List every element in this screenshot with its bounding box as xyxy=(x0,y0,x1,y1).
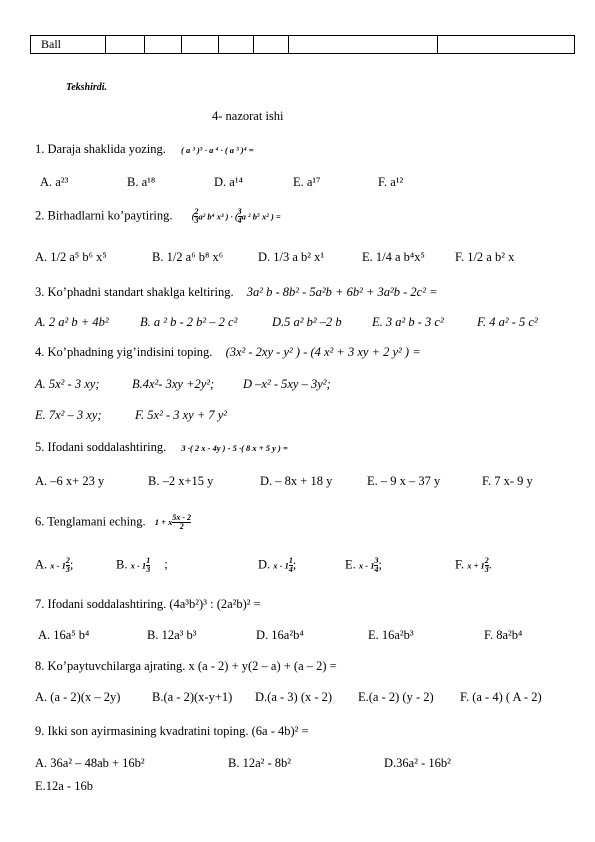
option-f: F. 5x² - 3 xy + 7 y² xyxy=(135,408,228,422)
question-text: 5. Ifodani soddalashtiring. xyxy=(35,440,167,454)
option-f: F. (a - 4) ( A - 2) xyxy=(460,690,542,704)
fraction: $\frac{2}{3}$ xyxy=(194,207,199,225)
question-expression: 3a² b - 8b² - 5a²b + 6b² + 3a²b - 2c² = xyxy=(246,285,438,299)
grade-cell xyxy=(145,36,182,54)
grade-cell xyxy=(219,36,254,54)
question-2: 2. Birhadlarni ko’paytiring. ( $\frac{2}{3}$ a² b⁴ x³ ) · ( $\frac{3}{4}$ a ² b⁵ x² ) = xyxy=(35,207,281,225)
option-d: D.(a - 3) (x - 2) xyxy=(255,690,333,704)
option-f: F. 1/2 a b² x xyxy=(455,250,515,264)
option-d: D. 16a²b⁴ xyxy=(256,628,304,642)
option-d: D. – 8x + 18 y xyxy=(260,474,333,488)
option-d: D.36a² - 16b² xyxy=(384,756,451,770)
grade-cell xyxy=(106,36,145,54)
option-a: A. 2 a² b + 4b² xyxy=(35,315,109,329)
option-b: B.(a - 2)(x-y+1) xyxy=(152,690,233,704)
question-expression-tail: a ² b⁵ x² ) = xyxy=(241,211,281,222)
fraction: $\frac{5x - 2}{2}$ xyxy=(172,513,192,531)
option-e: E. a¹⁷ xyxy=(293,175,321,189)
option-f: F. 7 x- 9 y xyxy=(482,474,533,488)
option-f: F. 8a²b⁴ xyxy=(484,628,523,642)
page-title: 4- nazorat ishi xyxy=(212,109,284,123)
question-text: 4. Ko’phadning yig’indisini toping. xyxy=(35,345,213,359)
option-e: E. – 9 x – 37 y xyxy=(367,474,441,488)
option-d: D. 1/3 a b² x¹ xyxy=(258,250,325,264)
option-e: E. 1/4 a b⁴x⁵ xyxy=(362,250,425,264)
option-b: B. a ² b - 2 b² – 2 c² xyxy=(140,315,238,329)
ball-label: Ball xyxy=(31,36,106,54)
option-e: E.12a - 16b xyxy=(35,779,93,793)
question-8: 8. Ko’paytuvchilarga ajrating. x (a - 2) + y(2 – a) + (a – 2) = xyxy=(35,659,337,673)
grade-cell xyxy=(438,36,575,54)
option-e: E.(a - 2) (y - 2) xyxy=(358,690,434,704)
grade-table xyxy=(30,35,575,54)
question-text: 3. Ko’phadni standart shaklga keltiring. xyxy=(35,285,234,299)
option-b: B. –2 x+15 y xyxy=(148,474,214,488)
question-expression: 3 ·( 2 x - 4y ) - 5 ·( 8 x + 5 y ) = xyxy=(181,443,288,453)
question-expression: (3x² - 2xy - y² ) - (4 x² + 3 xy + 2 y² ) = xyxy=(225,345,421,359)
option-f: F. 4 a² - 5 c² xyxy=(477,315,538,329)
option-d: D. a¹⁴ xyxy=(214,175,243,189)
tekshirdi-label: Tekshirdi. xyxy=(66,82,108,93)
option-e: E. 3 a² b - 3 c² xyxy=(372,315,444,329)
option-b: B. a¹⁸ xyxy=(127,175,156,189)
option-a: A. 16a⁵ b⁴ xyxy=(38,628,90,642)
option-b: B.4x²- 3xy +2y²; xyxy=(132,377,215,391)
question-text: 6. Tenglamani eching. xyxy=(35,514,146,529)
option-d: D –x² - 5xy – 3y²; xyxy=(243,377,331,391)
question-6 xyxy=(35,514,191,531)
option-d: D. x - 1 $\frac{1}{4}$ ; xyxy=(258,556,297,574)
option-b: B. 12a² - 8b² xyxy=(228,756,292,770)
question-text: 2. Birhadlarni ko’paytiring. xyxy=(35,208,173,223)
question-expression: a² b⁴ x³ ) · ( xyxy=(198,211,238,222)
option-a: A. 36a² – 48ab + 16b² xyxy=(35,756,145,770)
grade-cell xyxy=(254,36,289,54)
option-b: B. x - 1 $\frac{1}{3}$ ; xyxy=(116,556,168,574)
question-5 xyxy=(35,440,288,455)
option-e: E. 16a²b³ xyxy=(368,628,414,642)
option-f: F. x + 1 $\frac{2}{3}$ . xyxy=(455,556,492,574)
option-a: A. x - 1 $\frac{2}{3}$ ; xyxy=(35,556,74,574)
option-e: E. x - 1 $\frac{3}{4}$ ; xyxy=(345,556,382,574)
option-a: A. 1/2 a⁵ b⁶ x⁵ xyxy=(35,250,107,264)
option-a: A. (a - 2)(x – 2y) xyxy=(35,690,121,704)
option-f: F. a¹² xyxy=(378,175,404,189)
question-4 xyxy=(35,345,421,360)
question-1 xyxy=(35,142,254,157)
question-text: 1. Daraja shaklida yozing. xyxy=(35,142,166,156)
option-a: A. 5x² - 3 xy; xyxy=(35,377,100,391)
option-e: E. 7x² – 3 xy; xyxy=(35,408,102,422)
question-expression: 1 + x xyxy=(154,517,173,528)
fraction: $\frac{3}{4}$ xyxy=(237,207,242,225)
option-d: D.5 a² b² –2 b xyxy=(272,315,342,329)
option-b: B. 1/2 a⁶ b⁸ x⁶ xyxy=(152,250,224,264)
question-expression: ( a ³ )⁵ · a ⁴ · ( a ³ )⁴ = xyxy=(180,145,254,155)
question-3 xyxy=(35,285,438,300)
question-7: 7. Ifodani soddalashtiring. (4a³b²)³ : (2a²b)² = xyxy=(35,597,261,611)
grade-cell xyxy=(289,36,438,54)
option-a: A. –6 x+ 23 y xyxy=(35,474,105,488)
grade-cell xyxy=(182,36,219,54)
option-b: B. 12a³ b³ xyxy=(147,628,197,642)
option-a: A. a²³ xyxy=(40,175,69,189)
question-9: 9. Ikki son ayirmasining kvadratini toping. (6a - 4b)² = xyxy=(35,724,309,738)
